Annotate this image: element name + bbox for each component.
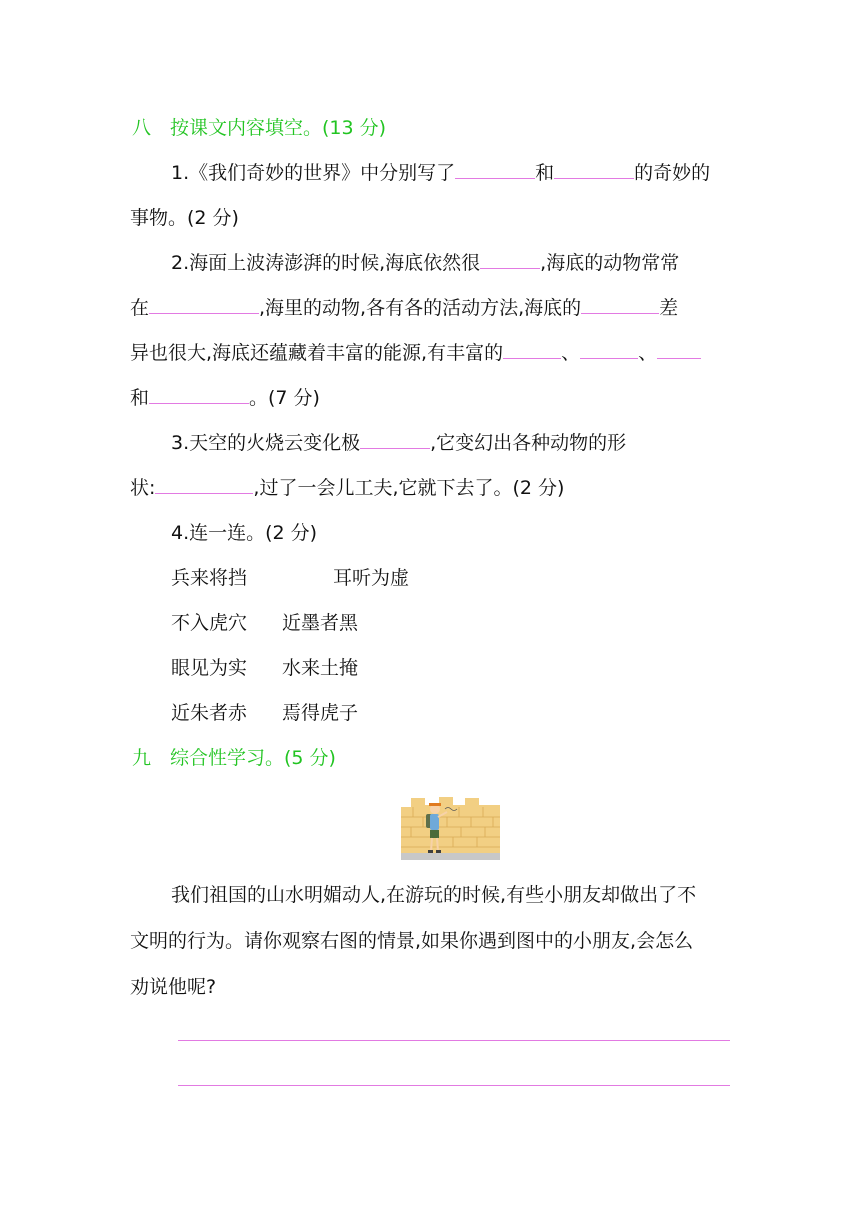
- q2-blank-2[interactable]: [149, 295, 259, 314]
- q1-text-c: 的奇妙的: [634, 162, 711, 184]
- q3-blank-2[interactable]: [155, 475, 253, 494]
- question-1-line-2: [130, 205, 239, 231]
- section-8-heading: [132, 115, 386, 141]
- q2-blank-7[interactable]: [149, 385, 249, 404]
- answer-line-1[interactable]: [178, 1040, 730, 1041]
- q2-text-h: 、: [638, 342, 658, 364]
- section-9-number: 九: [132, 747, 152, 769]
- idiom-right-4[interactable]: 焉得虎子: [282, 702, 359, 724]
- q1-blank-1[interactable]: [455, 160, 535, 179]
- idiom-left-3[interactable]: 眼见为实: [171, 657, 248, 679]
- question-2-line-2: [130, 295, 678, 321]
- section-8-title: 按课文内容填空。(13 分): [170, 117, 387, 139]
- question-2-line-4: [130, 385, 320, 411]
- section-9-paragraph-line-1: 我们祖国的山水明媚动人,在游玩的时候,有些小朋友却做出了不: [171, 884, 697, 906]
- q2-text-c: 在: [130, 297, 150, 319]
- q3-text-a: 3.天空的火烧云变化极: [171, 432, 361, 454]
- q2-blank-1[interactable]: [480, 250, 540, 269]
- q2-text-i: 和: [130, 387, 150, 409]
- question-3-line-2: [130, 475, 564, 501]
- q2-text-j: 。(7 分): [249, 387, 320, 409]
- idiom-left-1[interactable]: 兵来将挡: [171, 567, 248, 589]
- q3-text-d: ,过了一会儿工夫,它就下去了。(2 分): [253, 477, 565, 499]
- q2-blank-4[interactable]: [503, 340, 561, 359]
- q2-text-f: 异也很大,海底还蕴藏着丰富的能源,有丰富的: [130, 342, 504, 364]
- q1-text-a: 1.《我们奇妙的世界》中分别写了: [171, 162, 456, 184]
- question-1-line-1: [171, 160, 710, 186]
- section-9-heading: [132, 745, 336, 771]
- q2-blank-3[interactable]: [581, 295, 659, 314]
- q2-text-g: 、: [561, 342, 581, 364]
- q3-text-c: 状:: [130, 477, 156, 499]
- question-4-title: 4.连一连。(2 分): [171, 522, 318, 544]
- answer-line-2[interactable]: [178, 1085, 730, 1086]
- q2-blank-6[interactable]: [657, 340, 701, 359]
- section-9-title: 综合性学习。(5 分): [170, 747, 336, 769]
- q2-text-e: 差: [659, 297, 679, 319]
- q2-blank-5[interactable]: [580, 340, 638, 359]
- q2-text-d: ,海里的动物,各有各的活动方法,海底的: [259, 297, 582, 319]
- idiom-left-4[interactable]: 近朱者赤: [171, 702, 248, 724]
- question-3-line-1: [171, 430, 626, 456]
- section-8-number: 八: [132, 117, 152, 139]
- section-9-paragraph-line-3: 劝说他呢?: [130, 976, 217, 998]
- q1-blank-2[interactable]: [554, 160, 634, 179]
- idiom-left-2[interactable]: 不入虎穴: [171, 612, 248, 634]
- idiom-right-2[interactable]: 近墨者黑: [282, 612, 359, 634]
- idiom-right-1[interactable]: 耳听为虚: [333, 567, 410, 589]
- q1-text-d: 事物。(2 分): [130, 207, 239, 229]
- section-9-paragraph-line-2: 文明的行为。请你观察右图的情景,如果你遇到图中的小朋友,会怎么: [130, 930, 694, 952]
- question-2-line-3: [130, 340, 701, 366]
- q1-text-b: 和: [535, 162, 555, 184]
- q3-blank-1[interactable]: [360, 430, 430, 449]
- q2-text-a: 2.海面上波涛澎湃的时候,海底依然很: [171, 252, 481, 274]
- child-writing-on-great-wall-illustration: [401, 795, 500, 860]
- idiom-right-3[interactable]: 水来土掩: [282, 657, 359, 679]
- q2-text-b: ,海底的动物常常: [540, 252, 680, 274]
- question-2-line-1: [171, 250, 679, 276]
- q3-text-b: ,它变幻出各种动物的形: [430, 432, 627, 454]
